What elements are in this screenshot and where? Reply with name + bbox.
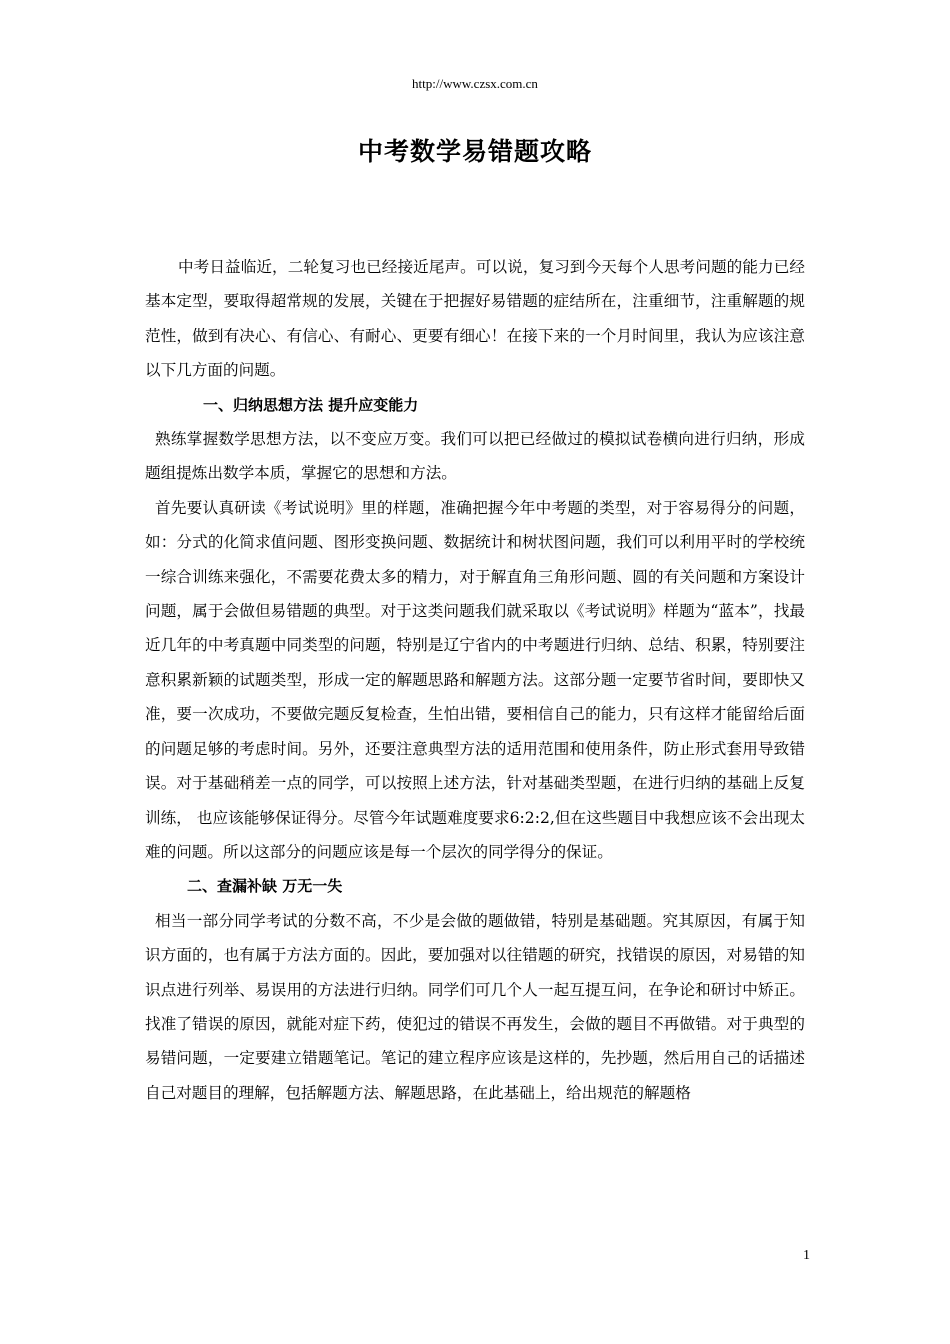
document-title: 中考数学易错题攻略 bbox=[357, 137, 592, 166]
section-heading-2: 二、查漏补缺 万无一失 bbox=[187, 877, 343, 896]
header-url: http://www.czsx.com.cn bbox=[412, 76, 538, 91]
document-body bbox=[145, 250, 805, 1110]
section-heading-1: 一、归纳思想方法 提升应变能力 bbox=[203, 395, 419, 414]
section1-paragraph-2: 首先要认真研读《考试说明》里的样题，准确把握今年中考题的类型，对于容易得分的问题，如：分式的化简求值问题、图形变换问题、数据统计和树状图问题，我们可以利用平时的学校统一综合训练来强化，不需要花费太多的精力，对于解直角三角形问题、圆的有关问题和方案设计问题，属于会做但易错题的典型。对于这类问题我们就采取以《考试说明》样题为“蓝本”，找最近几年的中考真题中同类型的问题，特别是辽宁省内的中考题进行归纳、总结、积累，特别要注意积累新颖的试题类型，形成一定的解题思路和解题方法。这部分题一定要节省时间，要即快又准，要一次成功，不要做完题反复检查，生怕出错，要相信自己的能力，只有这样才能留给后面的问题足够的考虑时间。另外，还要注意典型方法的适用范围和使用条件，防止形式套用导致错误。对于基础稍差一点的同学，可以按照上述方法，针对基础类型题，在进行归纳的基础上反复训练， 也应该能够保证得分。尽管今年试题难度要求6:2:2,但在这些题目中我想应该不会出现太难的问题。所以这部分的问题应该是每一个层次的同学得分的保证。 bbox=[145, 498, 805, 861]
page-number: 1 bbox=[803, 1248, 810, 1263]
intro-paragraph: 中考日益临近，二轮复习也已经接近尾声。可以说，复习到今天每个人思考问题的能力已经基本定型，要取得超常规的发展，关键在于把握好易错题的症结所在，注重细节，注重解题的规范性，做到有决心、有信心、有耐心、更要有细心！在接下来的一个月时间里，我认为应该注意以下几方面的问题。 bbox=[145, 258, 805, 380]
section1-paragraph-1: 熟练掌握数学思想方法，以不变应万变。我们可以把已经做过的模拟试卷横向进行归纳，形成题组提炼出数学本质，掌握它的思想和方法。 bbox=[145, 430, 805, 483]
section2-paragraph-1: 相当一部分同学考试的分数不高，不少是会做的题做错，特别是基础题。究其原因，有属于知识方面的，也有属于方法方面的。因此，要加强对以往错题的研究，找错误的原因，对易错的知识点进行列举、易误用的方法进行归纳。同学们可几个人一起互提互问，在争论和研讨中矫正。找准了错误的原因，就能对症下药，使犯过的错误不再发生，会做的题目不再做错。对于典型的易错问题，一定要建立错题笔记。笔记的建立程序应该是这样的，先抄题，然后用自己的话描述自己对题目的理解，包括解题方法、解题思路，在此基础上，给出规范的解题格 bbox=[145, 911, 805, 1102]
